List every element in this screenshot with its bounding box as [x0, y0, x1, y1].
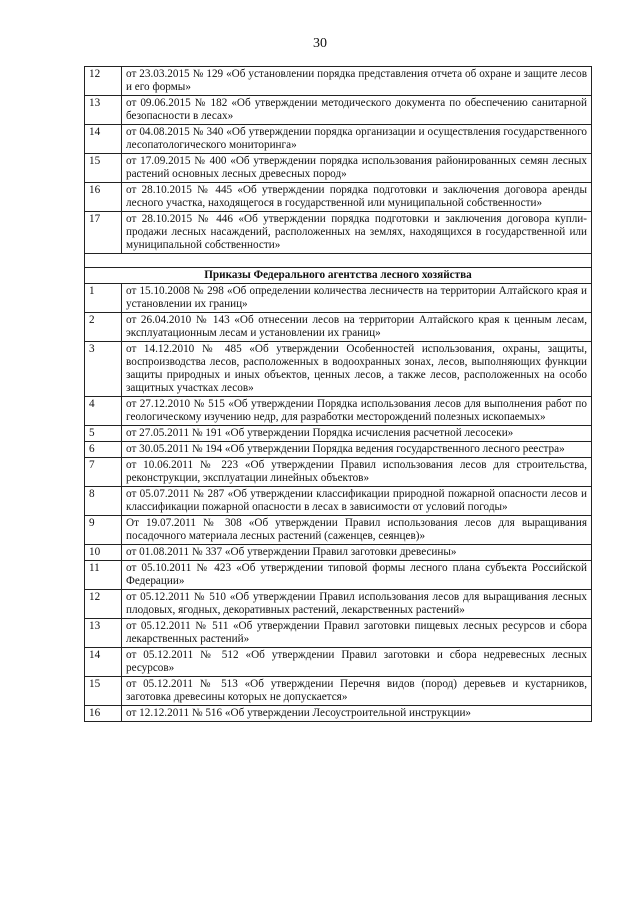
regulations-table: [84, 66, 592, 722]
row-text: от 12.12.2011 № 516 «Об утверждении Лесоустроительной инструкции»: [122, 706, 592, 722]
row-text: от 23.03.2015 № 129 «Об установлении порядка представления отчета об охране и защите лесов и его формы»: [122, 67, 592, 96]
table-row: [85, 426, 592, 442]
row-number: 6: [85, 442, 122, 458]
table-row: [85, 342, 592, 397]
row-text: от 10.06.2011 № 223 «Об утверждении Правил использования лесов для строительства, реконструкции, эксплуатации линейных объектов»: [122, 458, 592, 487]
row-number: 16: [85, 183, 122, 212]
row-text: от 26.04.2010 № 143 «Об отнесении лесов на территории Алтайского края к ценным лесам, эксплуатационным лесам и установлении их границ»: [122, 313, 592, 342]
row-text: от 01.08.2011 № 337 «Об утверждении Правил заготовки древесины»: [122, 545, 592, 561]
row-text: От 19.07.2011 № 308 «Об утверждении Правил использования лесов для выращивания посадочного материала лесных растений (саженцев, сеянцев)»: [122, 516, 592, 545]
section-header-row: [85, 268, 592, 284]
row-number: 8: [85, 487, 122, 516]
row-number: 3: [85, 342, 122, 397]
table-row: [85, 648, 592, 677]
table-row: [85, 212, 592, 254]
row-text: от 05.10.2011 № 423 «Об утверждении типовой формы лесного плана субъекта Российской Федерации»: [122, 561, 592, 590]
row-number: 12: [85, 590, 122, 619]
table-row: [85, 545, 592, 561]
row-number: 2: [85, 313, 122, 342]
row-text: от 14.12.2010 № 485 «Об утверждении Особенностей использования, охраны, защиты, воспроизводства лесов, расположенных в водоохранных зонах, лесов, выполняющих функции защиты природных и иных объектов, ценных лесов, а также лесов, расположенных на особо защитных участках лесов»: [122, 342, 592, 397]
row-text: от 05.12.2011 № 512 «Об утверждении Правил заготовки и сбора недревесных лесных ресурсов»: [122, 648, 592, 677]
row-text: от 04.08.2015 № 340 «Об утверждении порядка организации и осуществления государственного лесопатологического мониторинга»: [122, 125, 592, 154]
row-number: 5: [85, 426, 122, 442]
row-text: от 05.07.2011 № 287 «Об утверждении классификации природной пожарной опасности лесов и классификации пожарной опасности в лесах в зависимости от условий погоды»: [122, 487, 592, 516]
row-number: 7: [85, 458, 122, 487]
row-number: 10: [85, 545, 122, 561]
table-row: [85, 487, 592, 516]
row-number: 17: [85, 212, 122, 254]
table-row: [85, 67, 592, 96]
row-text: от 05.12.2011 № 513 «Об утверждении Перечня видов (пород) деревьев и кустарников, заготовка древесины которых не допускается»: [122, 677, 592, 706]
table-gap-cell: [85, 254, 592, 268]
table-row: [85, 442, 592, 458]
row-number: 13: [85, 619, 122, 648]
table-row: [85, 561, 592, 590]
row-text: от 09.06.2015 № 182 «Об утверждении методического документа по обеспечению санитарной безопасности в лесах»: [122, 96, 592, 125]
row-text: от 15.10.2008 № 298 «Об определении количества лесничеств на территории Алтайского края и установлении их границ»: [122, 284, 592, 313]
table-row: [85, 397, 592, 426]
row-number: 15: [85, 677, 122, 706]
table-row: [85, 619, 592, 648]
table-row: [85, 677, 592, 706]
row-number: 12: [85, 67, 122, 96]
table-row: [85, 706, 592, 722]
row-text: от 05.12.2011 № 510 «Об утверждении Правил использования лесов для выращивания лесных плодовых, ягодных, декоративных растений, лекарственных растений»: [122, 590, 592, 619]
row-text: от 30.05.2011 № 194 «Об утверждении Порядка ведения государственного лесного реестра»: [122, 442, 592, 458]
table-gap-row: [85, 254, 592, 268]
table-row: [85, 125, 592, 154]
row-text: от 27.12.2010 № 515 «Об утверждении Порядка использования лесов для выполнения работ по геологическому изучению недр, для разработки месторождений полезных ископаемых»: [122, 397, 592, 426]
row-text: от 17.09.2015 № 400 «Об утверждении порядка использования районированных семян лесных растений основных лесных древесных пород»: [122, 154, 592, 183]
table-section: [85, 254, 592, 284]
row-number: 9: [85, 516, 122, 545]
page-number: 30: [313, 36, 327, 51]
table-row: [85, 458, 592, 487]
row-text: от 27.05.2011 № 191 «Об утверждении Порядка исчисления расчетной лесосеки»: [122, 426, 592, 442]
row-text: от 28.10.2015 № 445 «Об утверждении порядка подготовки и заключения договора аренды лесного участка, находящегося в государственной или муниципальной собственности»: [122, 183, 592, 212]
table-row: [85, 590, 592, 619]
row-number: 4: [85, 397, 122, 426]
table-row: [85, 183, 592, 212]
row-number: 16: [85, 706, 122, 722]
table-row: [85, 154, 592, 183]
table-row: [85, 96, 592, 125]
table-group-regional: [85, 67, 592, 254]
row-number: 15: [85, 154, 122, 183]
row-number: 13: [85, 96, 122, 125]
row-number: 11: [85, 561, 122, 590]
table-row: [85, 284, 592, 313]
row-text: от 05.12.2011 № 511 «Об утверждении Правил заготовки пищевых лесных ресурсов и сбора лекарственных растений»: [122, 619, 592, 648]
table-row: [85, 313, 592, 342]
row-number: 1: [85, 284, 122, 313]
section-title: Приказы Федерального агентства лесного хозяйства: [85, 268, 592, 284]
row-text: от 28.10.2015 № 446 «Об утверждении порядка подготовки и заключения договора купли-продажи лесных насаждений, расположенных на землях, находящихся в государственной или муниципальной собственности»: [122, 212, 592, 254]
row-number: 14: [85, 648, 122, 677]
row-number: 14: [85, 125, 122, 154]
table-group-federal-agency: [85, 284, 592, 722]
table-row: [85, 516, 592, 545]
